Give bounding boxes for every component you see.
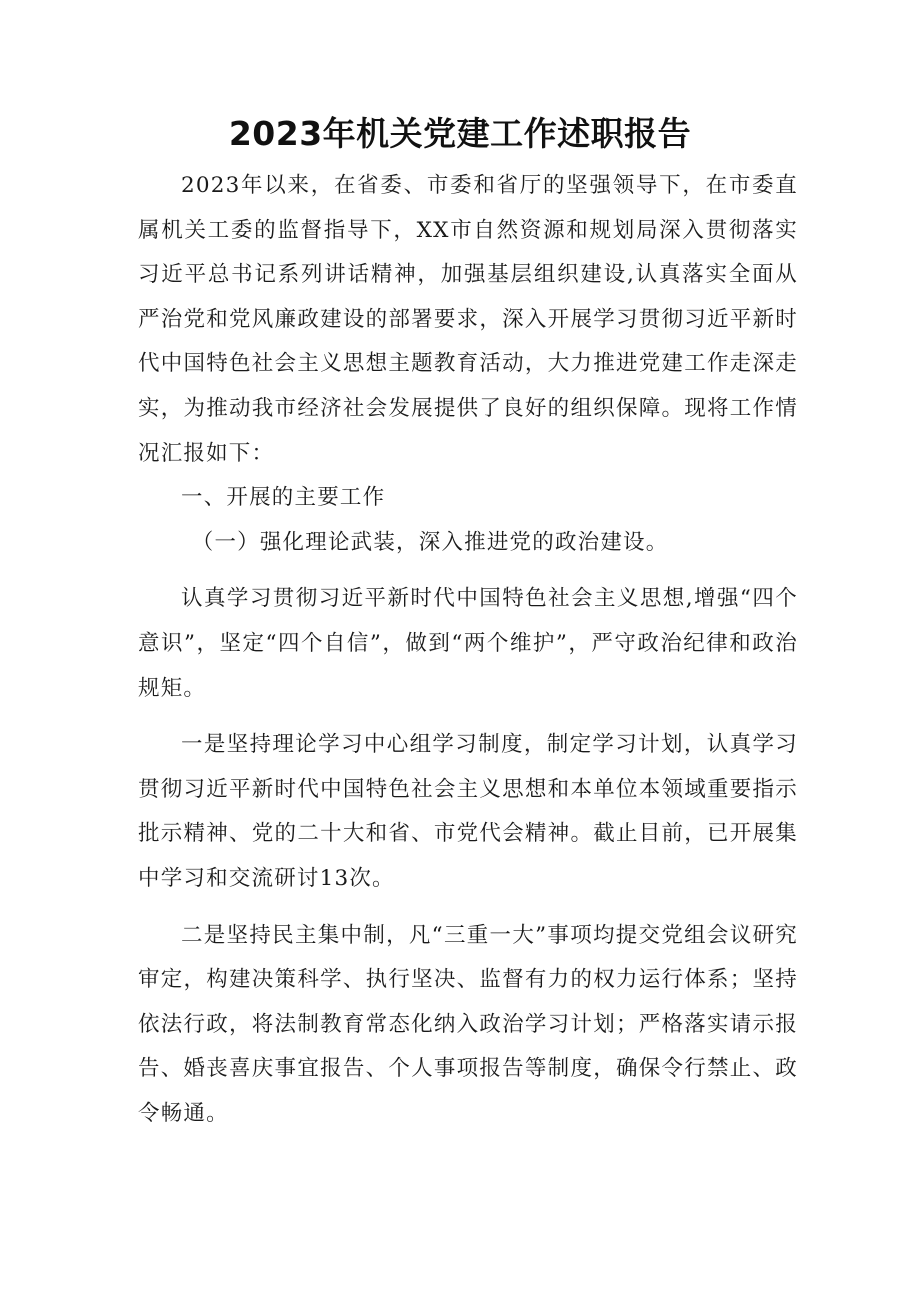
paragraph-democratic-centralism: 二是坚持民主集中制，凡“三重一大”事项均提交党组会议研究审定，构建决策科学、执行坚决、监督有力的权力运行体系；坚持依法行政，将法制教育常态化纳入政治学习计划；严格落实请示报告、婚丧喜庆事宜报告、个人事项报告等制度，确保令行禁止、政令畅通。 (138, 922, 798, 1126)
document-body (138, 164, 798, 1136)
section-heading-main-work: 一、开展的主要工作 (181, 485, 386, 511)
document-title: 2023年机关党建工作述职报告 (228, 114, 692, 153)
paragraph-political-discipline: 认真学习贯彻习近平新时代中国特色社会主义思想,增强“四个意识”，坚定“四个自信”，做到“两个维护”，严守政治纪律和政治规矩。 (138, 586, 798, 701)
paragraph-study-system: 一是坚持理论学习中心组学习制度，制定学习计划，认真学习贯彻习近平新时代中国特色社会主义思想和本单位本领域重要指示批示精神、党的二十大和省、市党代会精神。截止目前，已开展集中学习和交流研讨13次。 (138, 732, 798, 891)
intro-paragraph: 2023年以来，在省委、市委和省厅的坚强领导下，在市委直属机关工委的监督指导下，XX市自然资源和规划局深入贯彻落实习近平总书记系列讲话精神，加强基层组织建设,认真落实全面从严治党和党风廉政建设的部署要求，深入开展学习贯彻习近平新时代中国特色社会主义思想主题教育活动，大力推进党建工作走深走实，为推动我市经济社会发展提供了良好的组织保障。现将工作情况汇报如下： (138, 173, 798, 466)
subsection-heading-theory: （一）强化理论武装，深入推进党的政治建设。 (191, 529, 669, 555)
